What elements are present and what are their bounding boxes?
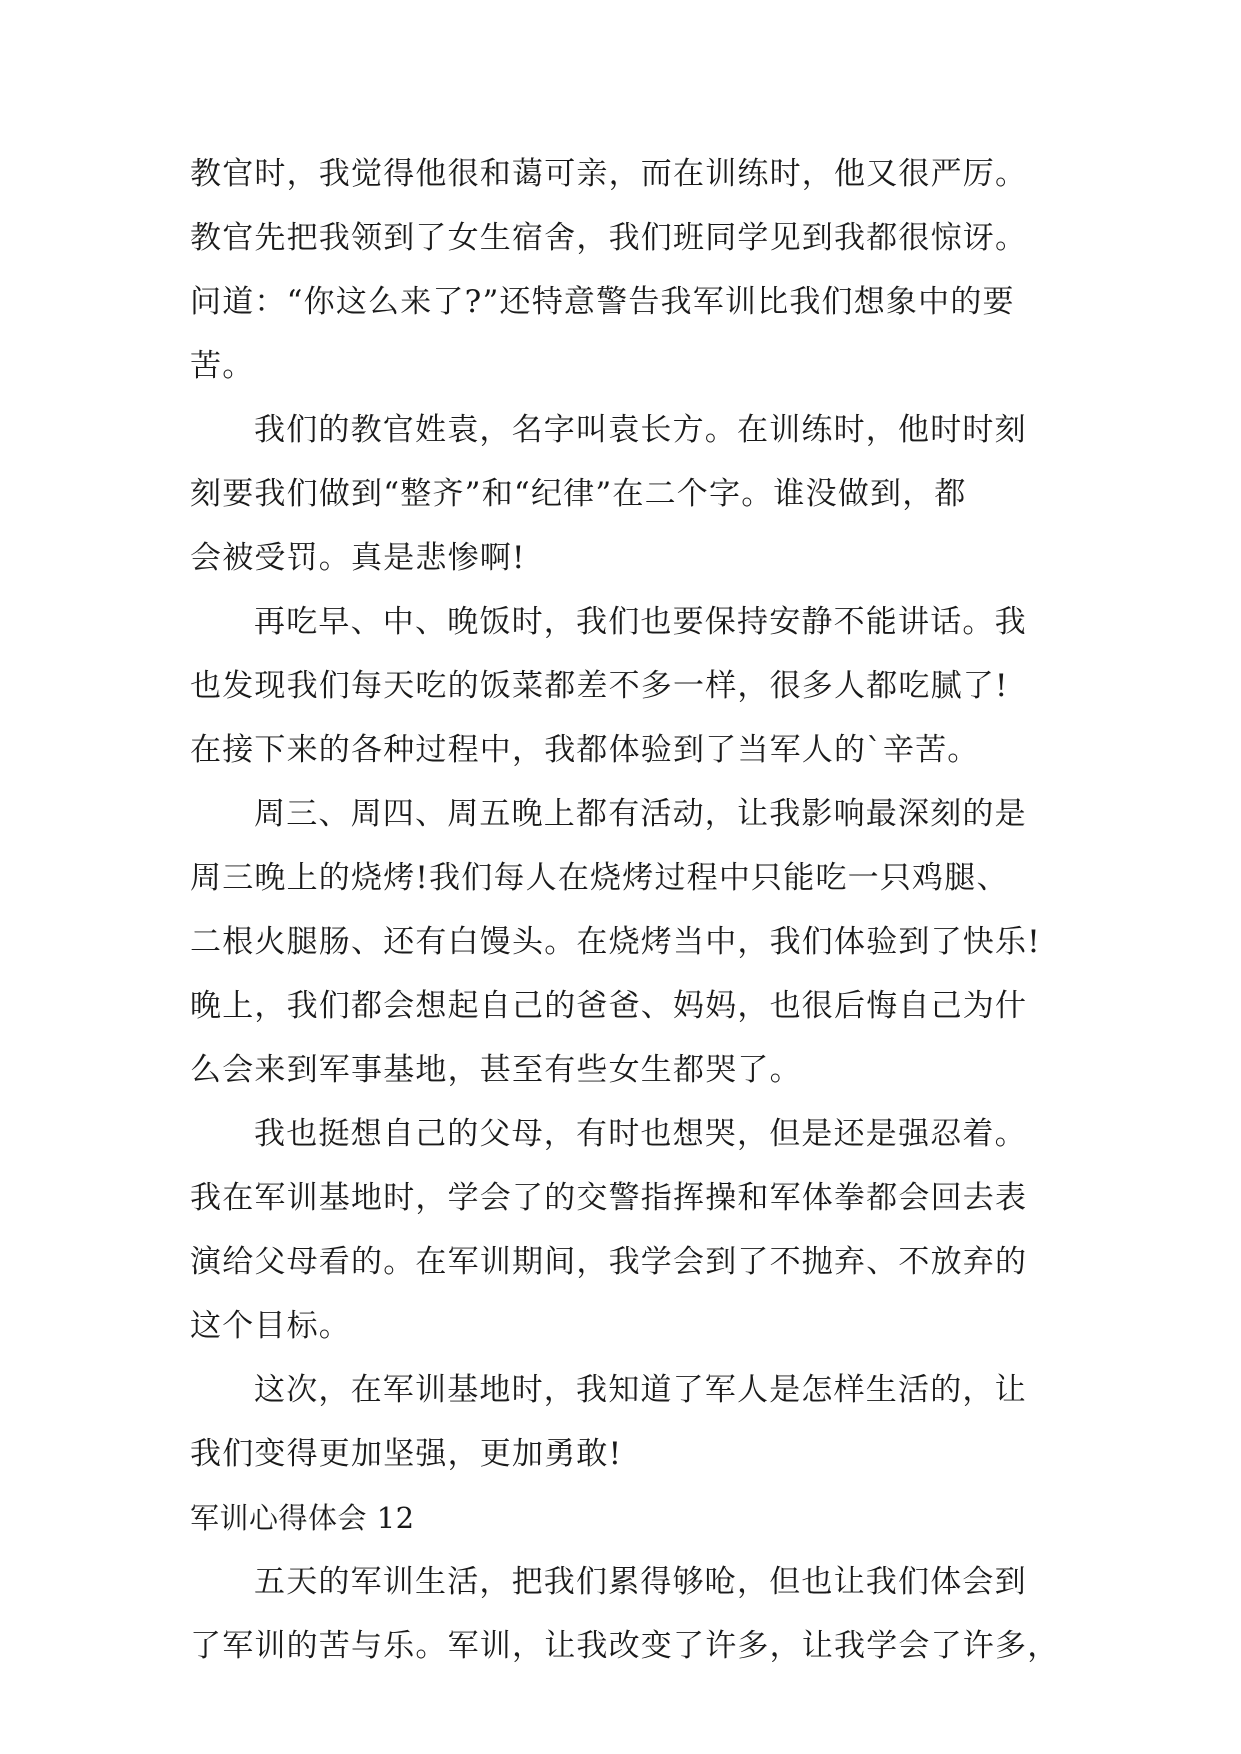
text-line: 这个目标。 [190, 1308, 351, 1344]
paragraph [190, 142, 1070, 398]
section-title: 军训心得体会 12 [190, 1501, 415, 1535]
text-line: 我也挺想自己的父母，有时也想哭，但是还是强忍着。 [254, 1116, 1027, 1152]
text-line: 我们的教官姓袁，名字叫袁长方。在训练时，他时时刻 [254, 412, 1027, 448]
text-line: 我在军训基地时，学会了的交警指挥操和军体拳都会回去表 [190, 1180, 1028, 1216]
paragraph [190, 1358, 1070, 1486]
paragraph [190, 590, 1070, 782]
text-line: 了军训的苦与乐。军训，让我改变了许多，让我学会了许多， [190, 1628, 1060, 1664]
text-line: 么会来到军事基地，甚至有些女生都哭了。 [190, 1052, 802, 1088]
text-line: 周三、周四、周五晚上都有活动，让我影响最深刻的是 [254, 796, 1027, 832]
text-line: 刻要我们做到“整齐”和“纪律”在二个字。谁没做到，都 [190, 476, 967, 512]
text-line: 在接下来的各种过程中，我都体验到了当军人的`辛苦。 [190, 732, 980, 768]
paragraph [190, 1102, 1070, 1358]
text-line: 五天的军训生活，把我们累得够呛，但也让我们体会到 [254, 1564, 1027, 1600]
body-text [190, 142, 1070, 1678]
paragraph [190, 782, 1070, 1102]
text-line: 会被受罚。真是悲惨啊! [190, 540, 526, 576]
text-line: 我们变得更加坚强，更加勇敢! [190, 1436, 623, 1472]
text-line: 周三晚上的烧烤!我们每人在烧烤过程中只能吃一只鸡腿、 [190, 860, 1009, 896]
text-line: 晚上，我们都会想起自己的爸爸、妈妈，也很后悔自己为什 [190, 988, 1028, 1024]
text-line: 教官先把我领到了女生宿舍，我们班同学见到我都很惊讶。 [190, 220, 1028, 256]
text-line: 也发现我们每天吃的饭菜都差不多一样，很多人都吃腻了! [190, 668, 1009, 704]
text-line: 问道：“你这么来了?”还特意警告我军训比我们想象中的要 [190, 284, 1015, 320]
paragraph [190, 398, 1070, 590]
text-line: 再吃早、中、晚饭时，我们也要保持安静不能讲话。我 [254, 604, 1027, 640]
text-line: 教官时，我觉得他很和蔼可亲，而在训练时，他又很严厉。 [190, 156, 1028, 192]
text-line: 二根火腿肠、还有白馒头。在烧烤当中，我们体验到了快乐! [190, 924, 1041, 960]
text-line: 演给父母看的。在军训期间，我学会到了不抛弃、不放弃的 [190, 1244, 1028, 1280]
text-line: 这次，在军训基地时，我知道了军人是怎样生活的，让 [254, 1372, 1027, 1408]
paragraph [190, 1550, 1070, 1678]
text-line: 苦。 [190, 348, 255, 384]
